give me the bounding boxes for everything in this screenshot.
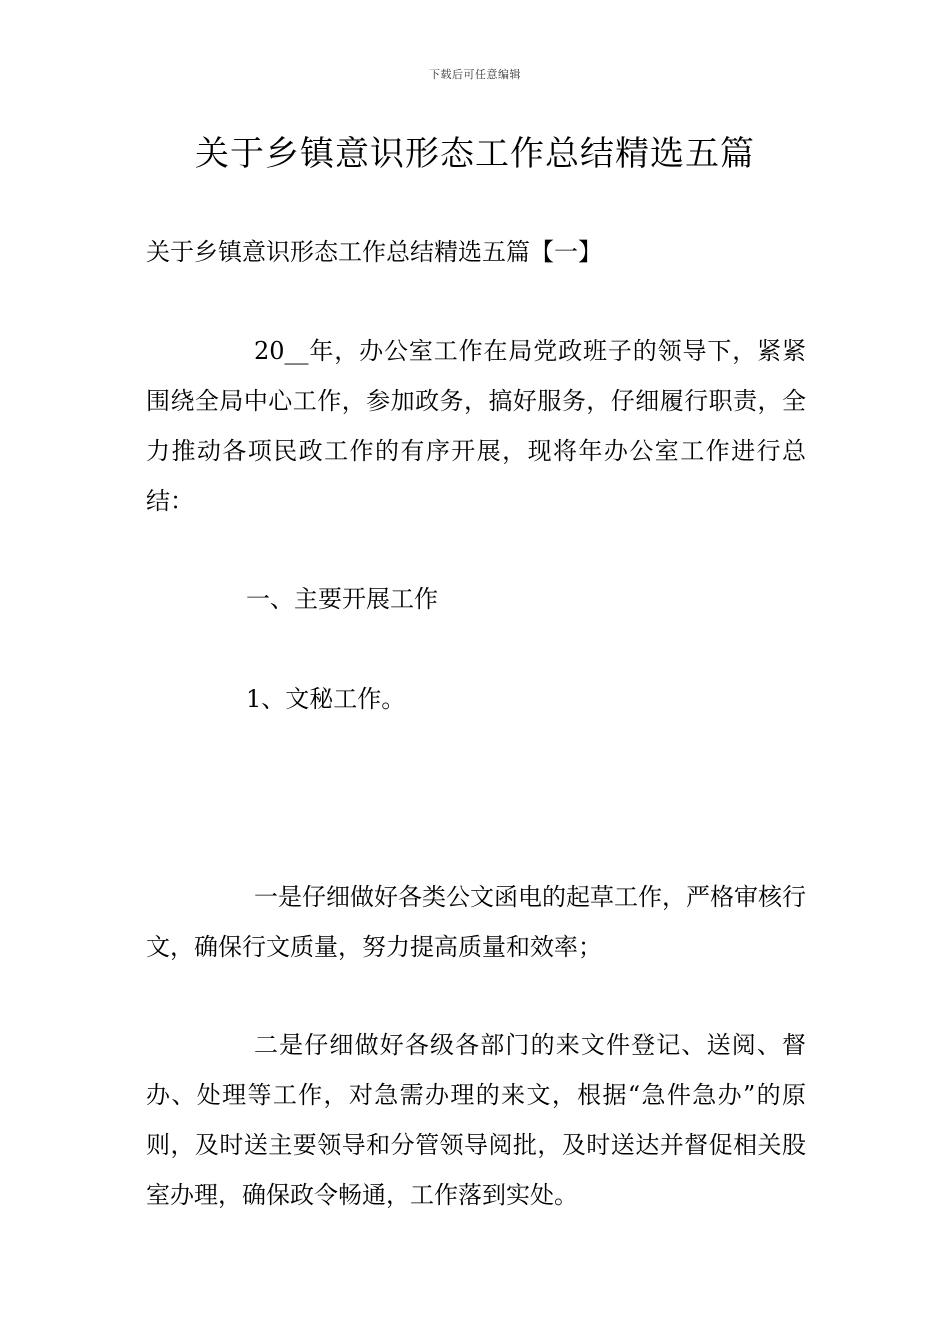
paragraph-item-one: 一是仔细做好各类公文函电的起草工作，严格审核行文，确保行文质量，努力提高质量和效率；: [146, 883, 806, 961]
intro-paragraph: 20__年，办公室工作在局党政班子的领导下，紧紧围绕全局中心工作，参加政务，搞好服务，仔细履行职责，全力推动各项民政工作的有序开展，现将年办公室工作进行总结：: [146, 337, 806, 515]
section-heading: 关于乡镇意识形态工作总结精选五篇【一】: [146, 238, 602, 266]
header-note: 下载后可任意编辑: [429, 68, 521, 81]
paragraph-item-two: 二是仔细做好各级各部门的来文件登记、送阅、督办、处理等工作，对急需办理的来文，根据“急件急办”的原则，及时送主要领导和分管领导阅批，及时送达并督促相关股室办理，确保政令畅通，工作落到实处。: [146, 1031, 806, 1209]
document-title: 关于乡镇意识形态工作总结精选五篇: [195, 134, 755, 174]
heading-secretary-work: 1、文秘工作。: [246, 685, 406, 713]
heading-main-work: 一、主要开展工作: [246, 585, 438, 613]
